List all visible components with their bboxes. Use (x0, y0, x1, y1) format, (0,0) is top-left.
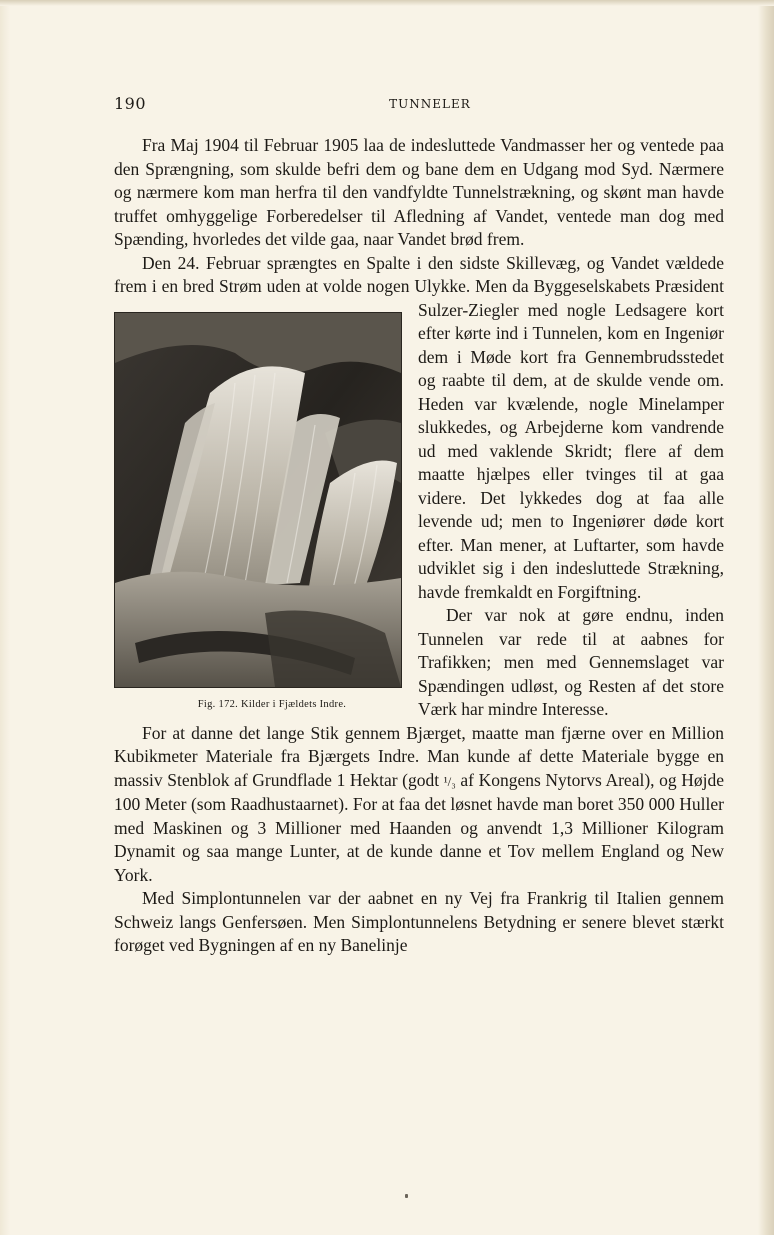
page-header (114, 94, 724, 114)
print-mark (405, 1194, 408, 1198)
fraction-one-third: ¹/₃ (443, 773, 456, 789)
page-number: 190 (114, 94, 147, 113)
page-edge (0, 0, 774, 6)
body-text (114, 134, 724, 958)
paragraph-1: Fra Maj 1904 til Februar 1905 laa de indesluttede Vandmasser her og ventede paa den Sprængning, som skulde befri dem og bane dem en Udgang mod Syd. Nærmere og nærmere kom man herfra til den vandfyldte Tunnelstrækning, og skønt man havde truffet omhyggelige Forberedelser til Afledning af Vandet, ventede man dog med Spænding, hvorledes det vilde gaa, naar Vandet brød frem. (114, 135, 724, 249)
figure-caption: Fig. 172. Kilder i Fjældets Indre. (197, 698, 347, 710)
paragraph-2-rest: Men da Byggeselskabets Præsident Sulzer-Ziegler med nogle Ledsagere kort efter kørte ind i Tunnelen, kom en Ingeniør dem i Møde kort fra Gennembrudsstedet og raabte til dem, at de skulde vende om. Heden var kvælende, nogle Minelamper slukkedes, og Arbejderne kom vandrende ud med vaklende Skridt; flere af dem maatte hjælpes eller tvinges til at gaa videre. Det lykkedes dog at faa alle levende ud; men to Ingeniører døde kort efter. Man mener, at Luftarter, som havde udviklet sig i den indesluttede Strækning, havde fremkaldt en Forgiftning. (418, 276, 725, 602)
paragraph-2-lead: Den 24. Februar sprængtes en Spalte i den sidste Skillevæg, og Vandet vældede frem i en bred Strøm uden at volde nogen Ulykke. (114, 252, 724, 296)
paragraph-4-part-a: For at danne det lange Stik gennem Bjærget, maatte man fjærne over en Million Kubikmeter Materiale fra Bjærgets Indre. Man kunde af dette Materiale bygge en massiv Stenblok af Grundflade 1 Hektar (godt (114, 722, 724, 790)
running-title: TUNNELER (389, 97, 471, 111)
waterfall-illustration (114, 312, 402, 688)
paragraph-3: Der var nok at gøre endnu, inden Tunnelen var rede til at aabnes for Trafikken; men med Gennemslaget var Spændingen udløst, og Resten af det store Værk har mindre Interesse. (418, 605, 724, 719)
figure-172 (114, 312, 402, 712)
paragraph-5: Med Simplontunnelen var der aabnet en ny Vej fra Frankrig til Italien gennem Schweiz langs Genfersøen. Men Simplontunnelens Betydning er senere blevet stærkt forøget ved Bygningen af en ny Banelinje (114, 888, 724, 955)
paragraph-4 (114, 722, 724, 888)
paragraph-4-part-b: af Kongens Nytorvs Areal), og Højde 100 Meter (som Raadhustaarnet). For at faa det løsnet havde man boret 350 000 Huller med Maskinen og 3 Millioner med Haanden og anvendt 1,3 Millioner Kilogram Dynamit og saa mange Lunter, at de kunde danne et Tov mellem England og New York. (114, 769, 725, 885)
